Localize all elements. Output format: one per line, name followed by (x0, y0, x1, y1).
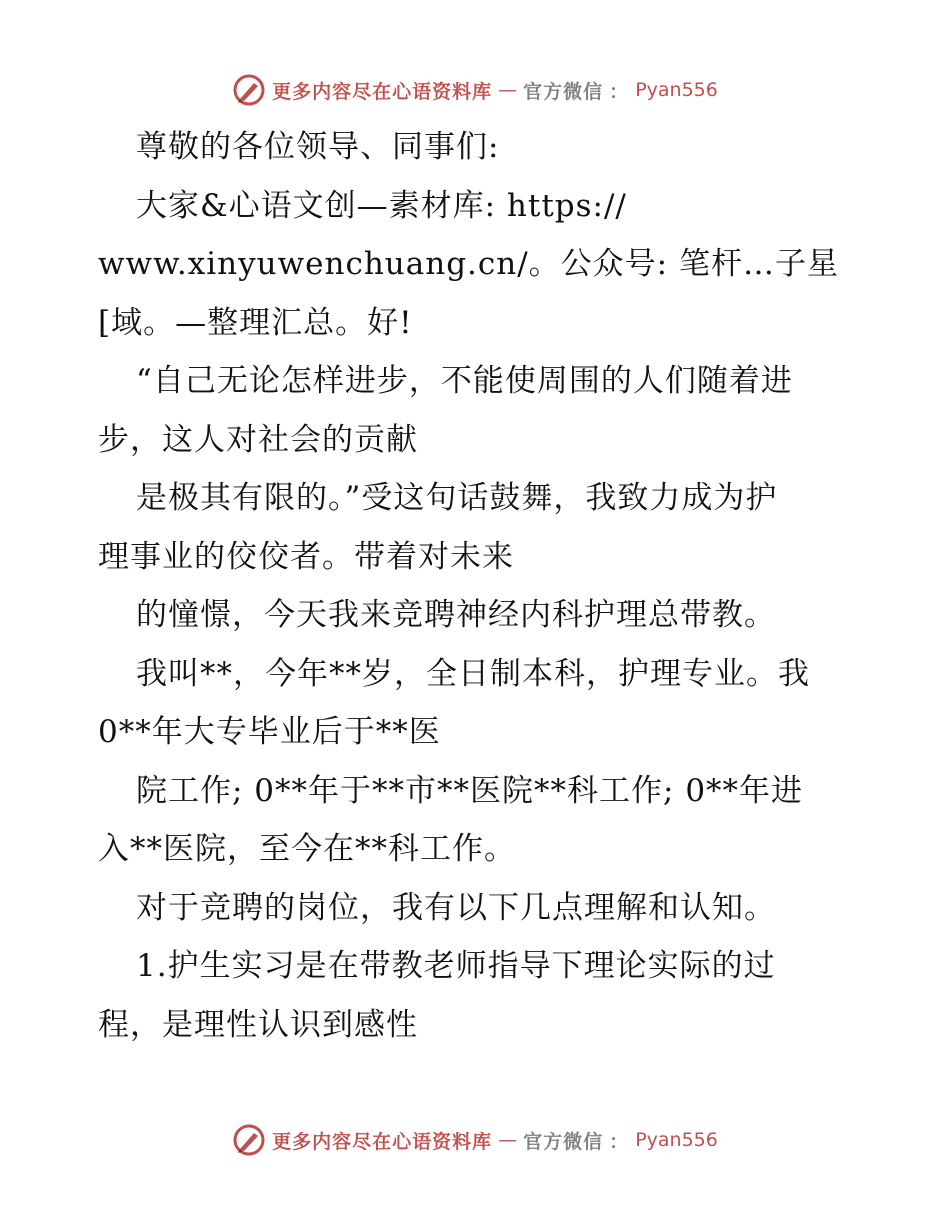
paragraph-line: 入**医院，至今在**科工作。 (98, 831, 516, 867)
watermark-header (0, 70, 950, 110)
watermark-colon: ： (609, 1130, 630, 1153)
pen-logo-icon (232, 1123, 266, 1157)
watermark-official-text: 官方微信 (523, 80, 604, 103)
watermark-wechat-id: Pyan556 (635, 79, 718, 101)
paragraph-line: www.xinyuwenchuang.cn/。公众号: 笔杆…子星 (98, 246, 839, 282)
paragraph-line: 1.护生实习是在带教老师指导下理论实际的过 (136, 948, 776, 984)
pen-logo-icon (232, 73, 266, 107)
paragraph-line: 院工作; 0**年于**市**医院**科工作; 0**年进 (136, 772, 804, 809)
paragraph-line: 理事业的佼佼者。带着对未来 (98, 538, 514, 575)
paragraph-line: 我叫**，今年**岁，全日制本科，护理专业。我 (136, 655, 810, 692)
paragraph-line: 程，是理性认识到感性 (98, 1006, 418, 1043)
watermark-wechat-id: Pyan556 (635, 1129, 718, 1151)
watermark-official-text: 官方微信 (523, 1130, 604, 1153)
watermark-main-text: 更多内容尽在心语资料库 (272, 1130, 493, 1153)
paragraph-line: 是极其有限的。”受这句话鼓舞，我致力成为护 (136, 480, 778, 516)
watermark-main-text: 更多内容尽在心语资料库 (272, 80, 493, 103)
paragraph-line: [域。—整理汇总。好! (98, 304, 413, 341)
watermark-dash: — (498, 1129, 518, 1151)
paragraph-line: 尊敬的各位领导、同事们: (136, 129, 500, 165)
watermark-colon: ： (609, 80, 630, 103)
paragraph-line: 大家&心语文创—素材库: https:// (136, 187, 627, 224)
paragraph-line: 步，这人对社会的贡献 (98, 421, 418, 458)
paragraph-line: 对于竞聘的岗位，我有以下几点理解和认知。 (136, 889, 776, 926)
paragraph-line: 的憧憬，今天我来竞聘神经内科护理总带教。 (136, 597, 776, 633)
watermark-footer (0, 1120, 950, 1160)
watermark-dash: — (498, 79, 518, 101)
paragraph-line: 0**年大专毕业后于**医 (98, 714, 441, 750)
document-body (98, 118, 858, 1054)
paragraph-line: “自己无论怎样进步，不能使周围的人们随着进 (136, 363, 793, 399)
